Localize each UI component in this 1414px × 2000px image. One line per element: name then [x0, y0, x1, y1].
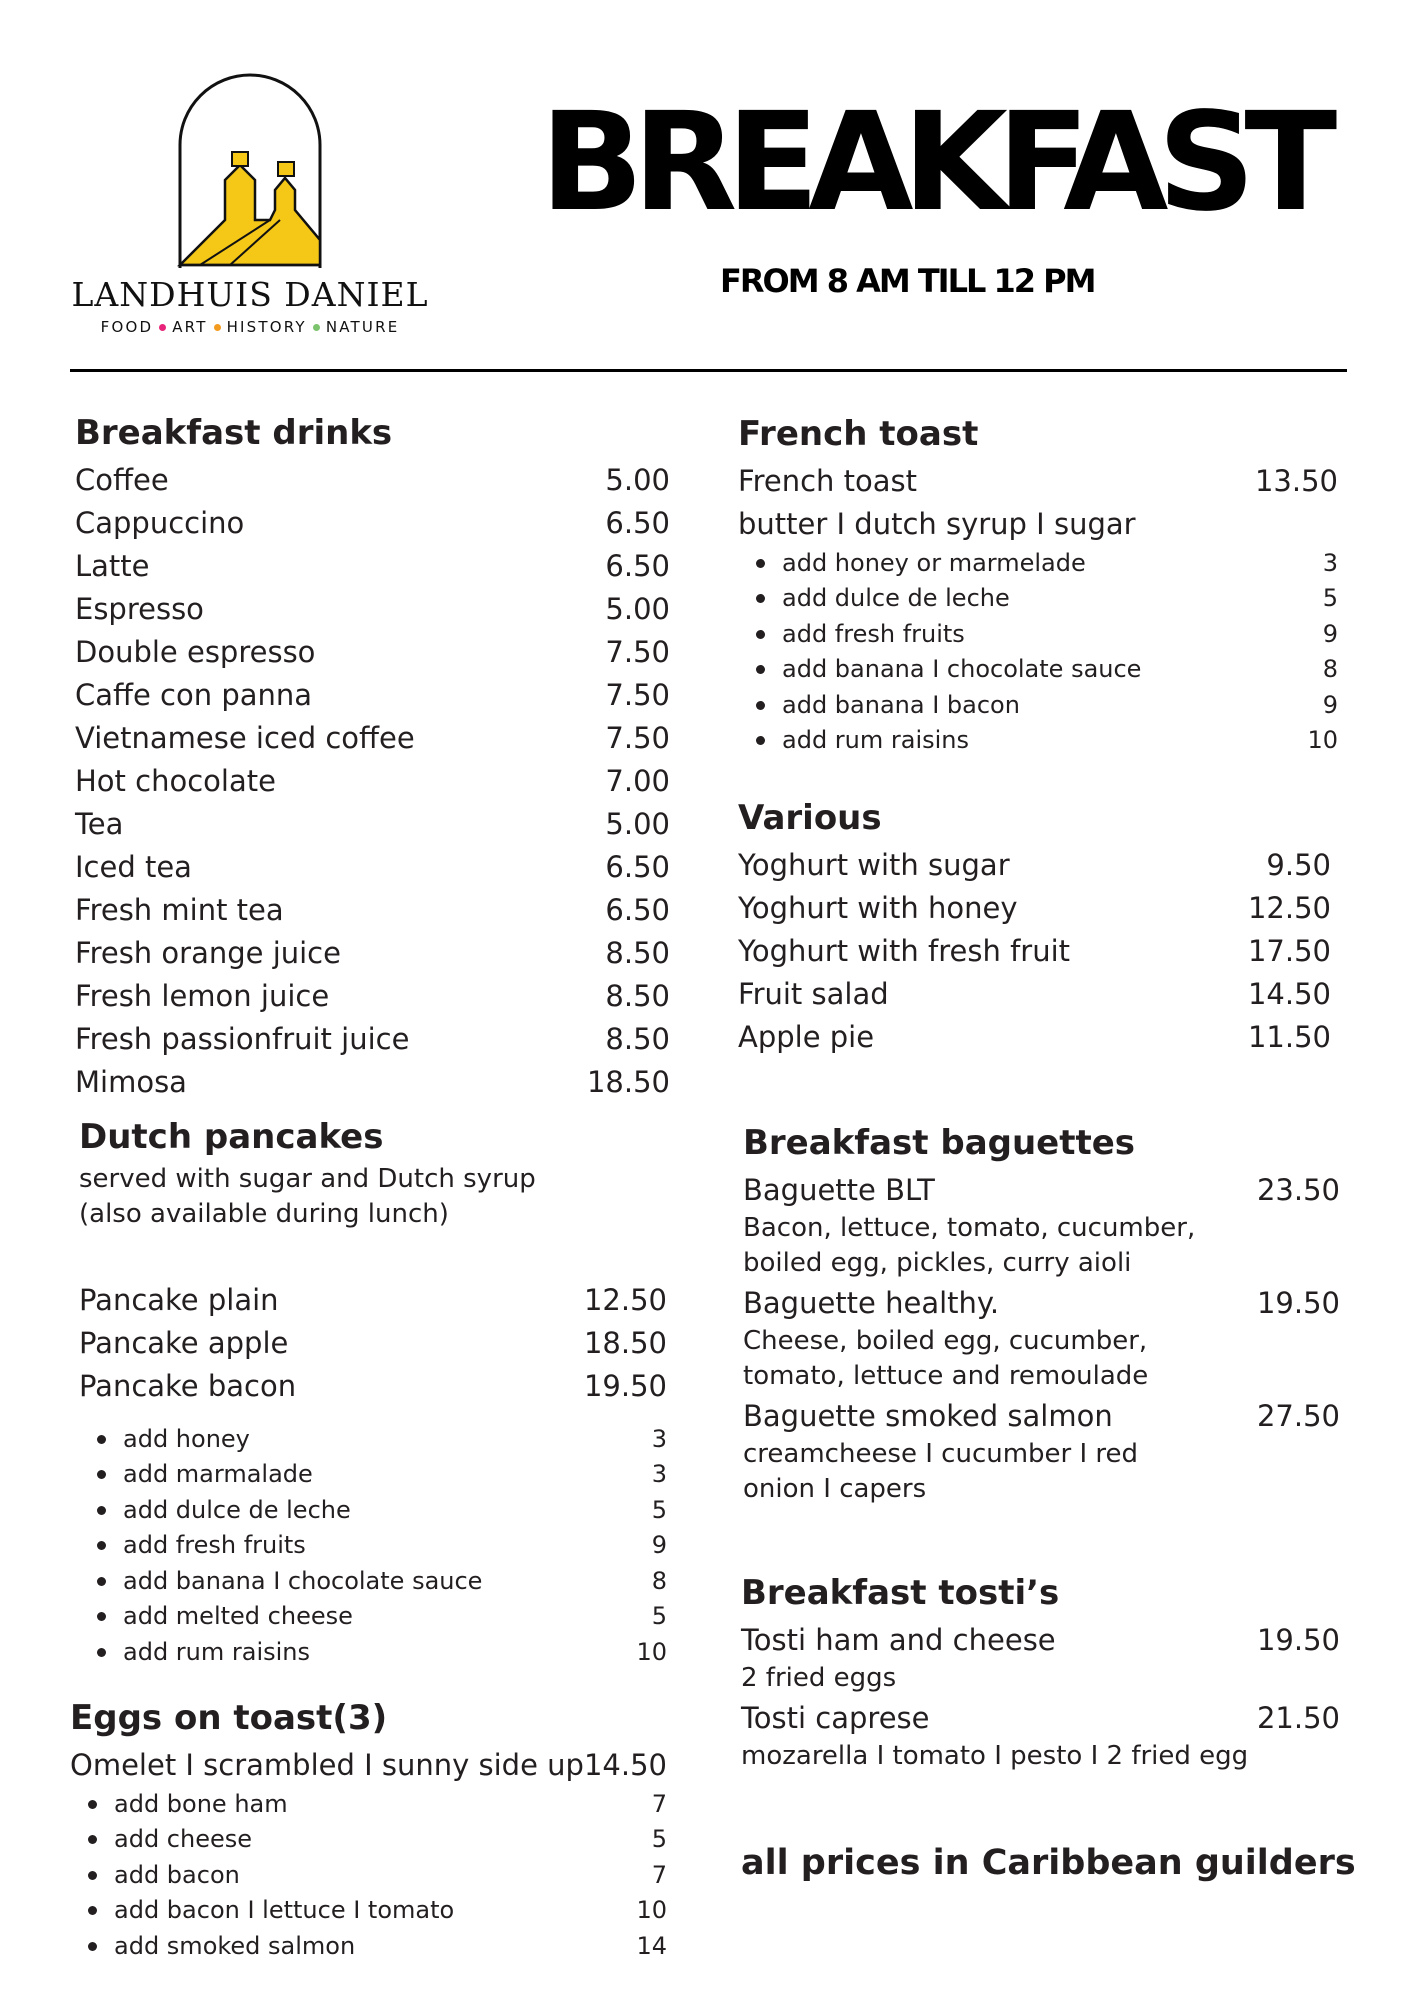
extra-item — [70, 1893, 667, 1929]
section-title: Breakfast drinks — [75, 413, 393, 453]
menu-item — [79, 1278, 667, 1321]
menu-item — [75, 759, 670, 802]
item-name: add rum raisins — [738, 726, 969, 754]
menu-item — [738, 1015, 1331, 1058]
item-name: add honey — [79, 1425, 250, 1453]
extra-item — [738, 723, 1338, 759]
serving-hours: FROM 8 AM TILL 12 PM — [720, 262, 1095, 300]
item-name: Yoghurt with fresh fruit — [738, 933, 1071, 968]
item-price: 5.00 — [605, 462, 670, 497]
section-title: Dutch pancakes — [79, 1117, 384, 1157]
item-name: Fresh orange juice — [75, 935, 341, 970]
item-name: add rum raisins — [79, 1638, 310, 1666]
item-name: add banana I bacon — [738, 691, 1020, 719]
item-price: 13.50 — [1254, 463, 1338, 498]
item-name: Omelet I scrambled I sunny side up — [70, 1747, 584, 1782]
section-title: Eggs on toast(3) — [70, 1698, 388, 1738]
menu-item — [741, 1696, 1340, 1739]
menu-item — [75, 974, 670, 1017]
item-name: add bone ham — [70, 1790, 288, 1818]
menu-item — [738, 972, 1331, 1015]
item-name: Tosti caprese — [741, 1700, 930, 1735]
item-name: Coffee — [75, 462, 169, 497]
item-price: 6.50 — [605, 849, 670, 884]
extra-item — [738, 687, 1338, 723]
item-name: Fresh passionfruit juice — [75, 1021, 410, 1056]
item-price: 8.50 — [605, 1021, 670, 1056]
item-price: 5 — [651, 1602, 667, 1631]
item-price: 6.50 — [605, 548, 670, 583]
item-price: 7 — [651, 1860, 667, 1889]
tagline-nature: NATURE — [325, 318, 400, 336]
menu-item — [75, 802, 670, 845]
menu-item — [75, 1017, 670, 1060]
extra-item — [79, 1599, 667, 1635]
item-price: 10 — [636, 1637, 667, 1666]
item-price: 5.00 — [605, 591, 670, 626]
item-price: 7.00 — [605, 763, 670, 798]
item-description: butter I dutch syrup I sugar — [738, 506, 1136, 541]
item-price: 8 — [1322, 655, 1338, 684]
extra-item — [738, 616, 1338, 652]
menu-item — [75, 888, 670, 931]
pancake-list — [79, 1278, 667, 1407]
item-price: 5.00 — [605, 806, 670, 841]
item-description: Bacon, lettuce, tomato, cucumber, — [743, 1213, 1196, 1243]
item-price: 5 — [1322, 584, 1338, 613]
extra-item — [79, 1528, 667, 1564]
item-name: Cappuccino — [75, 505, 245, 540]
extra-item — [79, 1457, 667, 1493]
tagline-dot — [159, 324, 166, 331]
item-description: tomato, lettuce and remoulade — [743, 1361, 1149, 1391]
item-name: add banana I chocolate sauce — [738, 655, 1141, 683]
item-price: 8.50 — [605, 935, 670, 970]
item-price: 5 — [651, 1495, 667, 1524]
item-name: Fresh mint tea — [75, 892, 284, 927]
tagline-food: FOOD — [100, 318, 154, 336]
item-name: Fruit salad — [738, 976, 889, 1011]
brand-name: LANDHUIS DANIEL — [71, 275, 429, 314]
extra-item — [79, 1492, 667, 1528]
section-title: French toast — [738, 414, 979, 454]
item-name: Baguette BLT — [743, 1172, 935, 1207]
menu-item — [738, 929, 1331, 972]
restaurant-logo — [70, 70, 430, 340]
item-name: add fresh fruits — [738, 620, 965, 648]
item-name: Double espresso — [75, 634, 316, 669]
menu-item — [70, 1743, 667, 1786]
currency-note: all prices in Caribbean guilders — [741, 1843, 1356, 1883]
tagline-history: HISTORY — [226, 318, 307, 336]
item-description: onion I capers — [743, 1474, 927, 1504]
item-description: boiled egg, pickles, curry aioli — [743, 1248, 1132, 1278]
item-name: Pancake plain — [79, 1282, 279, 1317]
item-description: Cheese, boiled egg, cucumber, — [743, 1326, 1148, 1356]
eggs-section — [70, 1693, 667, 1964]
item-description: creamcheese I cucumber I red — [743, 1439, 1139, 1469]
menu-item — [743, 1394, 1340, 1437]
item-price: 7 — [651, 1789, 667, 1818]
tosti-list — [741, 1618, 1340, 1774]
item-name: Mimosa — [75, 1064, 187, 1099]
item-price: 9 — [651, 1531, 667, 1560]
extra-item — [79, 1634, 667, 1670]
house-arch-icon — [170, 70, 330, 270]
item-description: mozarella I tomato I pesto I 2 fried egg — [741, 1741, 1249, 1771]
various-section — [738, 793, 1331, 1058]
item-name: add bacon — [70, 1861, 240, 1889]
item-price: 27.50 — [1256, 1398, 1340, 1433]
tagline-art: ART — [172, 318, 208, 336]
item-price: 9 — [1322, 619, 1338, 648]
item-name: Tosti ham and cheese — [741, 1622, 1056, 1657]
header-divider — [70, 369, 1347, 372]
french-toast-section — [738, 409, 1338, 758]
spacer — [79, 1407, 667, 1421]
various-list — [738, 843, 1331, 1058]
menu-item — [738, 843, 1331, 886]
item-price: 5 — [651, 1825, 667, 1854]
extra-item — [738, 652, 1338, 688]
menu-item — [738, 459, 1338, 502]
item-name: Yoghurt with honey — [738, 890, 1018, 925]
menu-item — [743, 1168, 1340, 1211]
extra-item — [738, 545, 1338, 581]
section-title: Various — [738, 798, 882, 838]
item-name: Hot chocolate — [75, 763, 276, 798]
item-description: 2 fried eggs — [741, 1663, 897, 1693]
item-price: 3 — [1322, 548, 1338, 577]
item-name: add smoked salmon — [70, 1932, 355, 1960]
item-price: 12.50 — [1247, 890, 1331, 925]
item-name: Iced tea — [75, 849, 192, 884]
item-price: 14.50 — [1247, 976, 1331, 1011]
item-price: 9.50 — [1266, 847, 1331, 882]
section-title: Breakfast tosti’s — [741, 1573, 1060, 1613]
item-price: 12.50 — [583, 1282, 667, 1317]
section-note: (also available during lunch) — [79, 1199, 449, 1229]
item-price: 10 — [636, 1896, 667, 1925]
item-name: add cheese — [70, 1825, 252, 1853]
menu-item — [75, 458, 670, 501]
egg-extras — [70, 1786, 667, 1964]
menu-item — [75, 673, 670, 716]
item-price: 21.50 — [1256, 1700, 1340, 1735]
item-name: add bacon I lettuce I tomato — [70, 1896, 454, 1924]
menu-item — [75, 501, 670, 544]
section-note: served with sugar and Dutch syrup — [79, 1164, 536, 1194]
item-name: Baguette smoked salmon — [743, 1398, 1113, 1433]
baguette-list — [743, 1168, 1340, 1507]
item-name: Caffe con panna — [75, 677, 313, 712]
menu-item — [741, 1618, 1340, 1661]
item-price: 14.50 — [583, 1747, 667, 1782]
drinks-section — [75, 408, 670, 1103]
item-name: add banana I chocolate sauce — [79, 1567, 482, 1595]
drinks-list — [75, 458, 670, 1103]
item-price: 11.50 — [1247, 1019, 1331, 1054]
tostis-section — [741, 1568, 1340, 1774]
menu-item — [75, 544, 670, 587]
item-price: 10 — [1307, 726, 1338, 755]
item-name: Pancake bacon — [79, 1368, 297, 1403]
menu-item — [75, 630, 670, 673]
item-name: Tea — [75, 806, 124, 841]
item-name: add dulce de leche — [79, 1496, 351, 1524]
item-name: add melted cheese — [79, 1602, 353, 1630]
item-price: 19.50 — [1256, 1285, 1340, 1320]
item-name: Latte — [75, 548, 150, 583]
extra-item — [70, 1822, 667, 1858]
extra-item — [70, 1857, 667, 1893]
item-price: 6.50 — [605, 892, 670, 927]
item-price: 18.50 — [583, 1325, 667, 1360]
baguettes-section — [743, 1118, 1340, 1507]
menu-item — [743, 1281, 1340, 1324]
extra-item — [70, 1786, 667, 1822]
pancake-extras — [79, 1421, 667, 1670]
item-price: 8 — [651, 1566, 667, 1595]
item-price: 3 — [651, 1460, 667, 1489]
item-price: 19.50 — [1256, 1622, 1340, 1657]
item-name: Yoghurt with sugar — [738, 847, 1010, 882]
menu-item — [75, 587, 670, 630]
item-name: add fresh fruits — [79, 1531, 306, 1559]
french-toast-extras — [738, 545, 1338, 758]
extra-item — [738, 581, 1338, 617]
menu-item — [75, 1060, 670, 1103]
item-price: 19.50 — [583, 1368, 667, 1403]
menu-item — [75, 931, 670, 974]
item-name: Espresso — [75, 591, 204, 626]
brand-tagline — [70, 318, 430, 336]
item-name: Fresh lemon juice — [75, 978, 330, 1013]
menu-item — [75, 716, 670, 759]
item-price: 8.50 — [605, 978, 670, 1013]
menu-item — [79, 1364, 667, 1407]
item-name: Apple pie — [738, 1019, 875, 1054]
item-price: 7.50 — [605, 634, 670, 669]
section-title: Breakfast baguettes — [743, 1123, 1136, 1163]
item-price: 7.50 — [605, 720, 670, 755]
spacer — [79, 1232, 667, 1278]
item-name: add honey or marmelade — [738, 549, 1086, 577]
item-name: French toast — [738, 463, 917, 498]
item-price: 17.50 — [1247, 933, 1331, 968]
tagline-dot — [313, 324, 320, 331]
pancakes-section — [79, 1112, 667, 1670]
extra-item — [70, 1928, 667, 1964]
extra-item — [79, 1563, 667, 1599]
menu-item — [75, 845, 670, 888]
item-name: add marmalade — [79, 1460, 313, 1488]
item-name: Vietnamese iced coffee — [75, 720, 415, 755]
menu-item — [79, 1321, 667, 1364]
item-price: 14 — [636, 1931, 667, 1960]
item-price: 18.50 — [586, 1064, 670, 1099]
item-price: 6.50 — [605, 505, 670, 540]
item-price: 23.50 — [1256, 1172, 1340, 1207]
tagline-dot — [214, 324, 221, 331]
menu-item — [738, 886, 1331, 929]
item-name: Pancake apple — [79, 1325, 289, 1360]
item-price: 9 — [1322, 690, 1338, 719]
item-price: 7.50 — [605, 677, 670, 712]
item-name: Baguette healthy. — [743, 1285, 1000, 1320]
item-price: 3 — [651, 1424, 667, 1453]
extra-item — [79, 1421, 667, 1457]
item-name: add dulce de leche — [738, 584, 1010, 612]
page-title: BREAKFAST — [540, 84, 1327, 242]
